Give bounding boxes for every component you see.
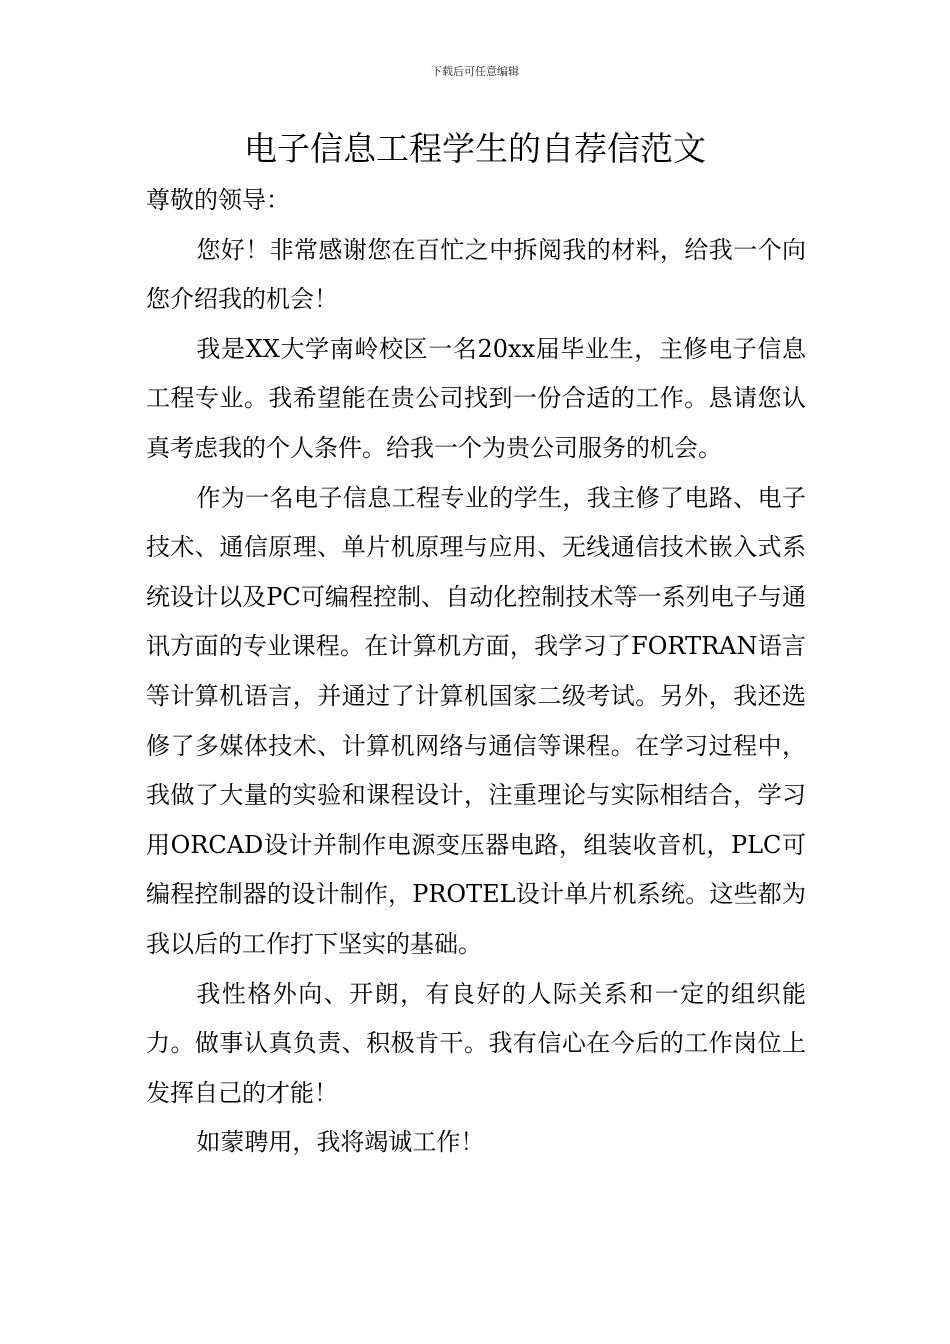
salutation: 尊敬的领导： <box>146 186 290 214</box>
header-note: 下载后可任意编辑 <box>431 65 519 78</box>
paragraph-education: 作为一名电子信息工程专业的学生，我主修了电路、电子技术、通信原理、单片机原理与应用、无线通信技术嵌入式系统设计以及PC可编程控制、自动化控制技术等一系列电子与通讯方面的专业课程。在计算机方面，我学习了FORTRAN语言等计算机语言，并通过了计算机国家二级考试。另外，我还选修了多媒体技术、计算机网络与通信等课程。在学习过程中，我做了大量的实验和课程设计，注重理论与实际相结合，学习用ORCAD设计并制作电源变压器电路，组装收音机，PLC可编程控制器的设计制作，PROTEL设计单片机系统。这些都为我以后的工作打下坚实的基础。 <box>146 483 806 958</box>
paragraph-personality: 我性格外向、开朗，有良好的人际关系和一定的组织能力。做事认真负责、积极肯干。我有信心在今后的工作岗位上发挥自己的才能！ <box>146 979 806 1107</box>
paragraph-closing: 如蒙聘用，我将竭诚工作！ <box>196 1128 485 1157</box>
paragraph-greeting: 您好！非常感谢您在百忙之中拆阅我的材料，给我一个向您介绍我的机会！ <box>146 235 806 314</box>
paragraph-introduction: 我是XX大学南岭校区一名20xx届毕业生，主修电子信息工程专业。我希望能在贵公司找到一份合适的工作。恳请您认真考虑我的个人条件。给我一个为贵公司服务的机会。 <box>146 334 806 462</box>
letter-body <box>146 176 806 1168</box>
document-title: 电子信息工程学生的自荐信范文 <box>244 129 706 168</box>
